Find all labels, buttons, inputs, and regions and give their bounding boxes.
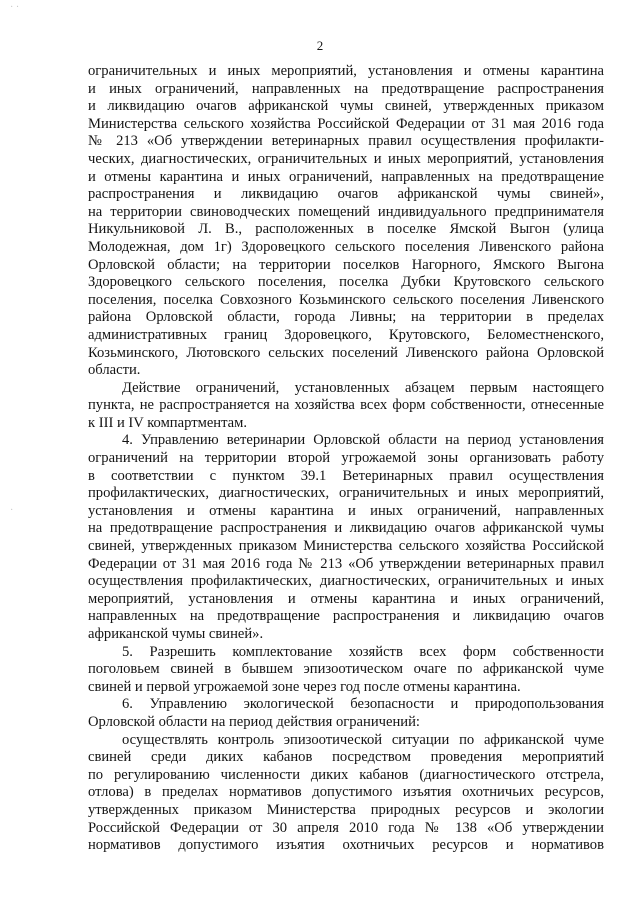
text-line: Российской Федерации от 30 апреля 2010 года № 138 «Об утверждении bbox=[88, 819, 604, 836]
text-line: и отмены карантина и иных ограничений, направленных на предотвращение bbox=[88, 168, 604, 185]
text-line: 6. Управлению экологической безопасности и природопользования bbox=[122, 696, 604, 713]
text-line: нормативов допустимого изъятия охотничьих ресурсов и нормативов bbox=[88, 837, 604, 854]
text-line: Действие ограничений, установленных абзацем первым настоящего bbox=[122, 379, 604, 396]
paragraph bbox=[88, 644, 604, 697]
text-line: поголовьем свиней в бывшем эпизоотическом очаге по африканской чуме bbox=[88, 661, 604, 678]
text-line: Козьминского, Лютовского сельских поселений Ливенского района Орловской bbox=[88, 344, 604, 361]
text-line: установления и отмены карантина и иных ограничений, направленных bbox=[88, 502, 604, 519]
text-line: мероприятий, установления и отмены карантина и иных ограничений, bbox=[88, 590, 604, 607]
text-line: отлова) в пределах нормативов допустимого изъятия охотничьих ресурсов, bbox=[88, 784, 604, 801]
text-line: поселения, поселка Совхозного Козьминского сельского поселения Ливенского bbox=[88, 291, 604, 308]
text-line: Здоровецкого сельского поселения, поселка Дубки Крутовского сельского bbox=[88, 274, 604, 291]
text-line: африканской чумы свиней». bbox=[88, 626, 264, 642]
text-line: свиней среди диких кабанов посредством проведения мероприятий bbox=[88, 749, 604, 766]
text-line: на территории свиноводческих помещений индивидуального предпринимателя bbox=[88, 203, 604, 220]
text-line: и иных ограничений, направленных на предотвращение распространения bbox=[88, 80, 604, 97]
scan-artifact: · bbox=[10, 505, 14, 516]
paragraph bbox=[88, 63, 604, 380]
text-line: Орловской области; на территории поселков Нагорного, Ямского Выгона bbox=[88, 256, 604, 273]
text-line: утвержденных приказом Министерства природных ресурсов и экологии bbox=[88, 801, 604, 818]
text-line: направленных на предотвращение распространения и ликвидацию очагов bbox=[88, 608, 604, 625]
text-line: осуществлять контроль эпизоотической ситуации по африканской чуме bbox=[122, 731, 604, 748]
text-line: Молодежная, дом 1г) Здоровецкого сельского поселения Ливенского района bbox=[88, 238, 604, 255]
text-line: ческих, диагностических, ограничительных и иных мероприятий, установления bbox=[88, 150, 604, 167]
text-line: свиней, утвержденных приказом Министерства сельского хозяйства Российской bbox=[88, 538, 604, 555]
text-line: распространения и ликвидацию очагов африканской чумы свиней», bbox=[88, 186, 604, 203]
text-line: ограничений на территории второй угрожаемой зоны организовать работу bbox=[88, 450, 604, 467]
text-line: к III и IV компартментам. bbox=[88, 414, 248, 431]
text-line: пункта, не распространяется на хозяйства всех форм собственности, отнесенные bbox=[88, 397, 604, 414]
scan-artifact: · · bbox=[10, 2, 20, 13]
text-line: по регулированию численности диких кабанов (диагностического отстрела, bbox=[88, 766, 604, 783]
paragraph bbox=[88, 696, 604, 731]
text-line: осуществления профилактических, диагностических, ограничительных и иных bbox=[88, 573, 604, 590]
text-line: Федерации от 31 мая 2016 года № 213 «Об утверждении ветеринарных правил bbox=[88, 555, 604, 572]
text-line: Орловской области на период действия ограничений: bbox=[88, 713, 420, 730]
text-line: Министерства сельского хозяйства Российской Федерации от 31 мая 2016 года bbox=[88, 115, 604, 132]
text-line: области. bbox=[88, 362, 141, 379]
text-line: 4. Управлению ветеринарии Орловской области на период установления bbox=[122, 432, 604, 449]
paragraph bbox=[88, 432, 604, 643]
paragraph bbox=[88, 380, 604, 433]
page-number: 2 bbox=[316, 38, 324, 53]
text-line: на предотвращение распространения и ликвидацию очагов африканской чумы bbox=[88, 520, 604, 537]
text-line: административных границ Здоровецкого, Крутовского, Беломестненского, bbox=[88, 326, 604, 343]
text-line: Никульниковой Л. В., расположенных в поселке Ямской Выгон (улица bbox=[88, 221, 604, 238]
text-line: района Орловской области, города Ливны; на территории в пределах bbox=[88, 309, 604, 326]
text-line: № 213 «Об утверждении ветеринарных правил осуществления профилакти- bbox=[88, 133, 604, 150]
text-line: в соответствии с пунктом 39.1 Ветеринарных правил осуществления bbox=[88, 467, 604, 484]
document-body bbox=[88, 63, 604, 855]
text-line: свиней и первой угрожаемой зоне через год после отмены карантина. bbox=[88, 678, 521, 695]
text-line: 5. Разрешить комплектование хозяйств всех форм собственности bbox=[122, 643, 604, 660]
text-line: профилактических, диагностических, ограничительных и иных мероприятий, bbox=[88, 485, 604, 502]
text-line: ограничительных и иных мероприятий, установления и отмены карантина bbox=[88, 63, 604, 79]
text-line: и ликвидацию очагов африканской чумы свиней, утвержденных приказом bbox=[88, 98, 604, 115]
paragraph bbox=[88, 732, 604, 855]
